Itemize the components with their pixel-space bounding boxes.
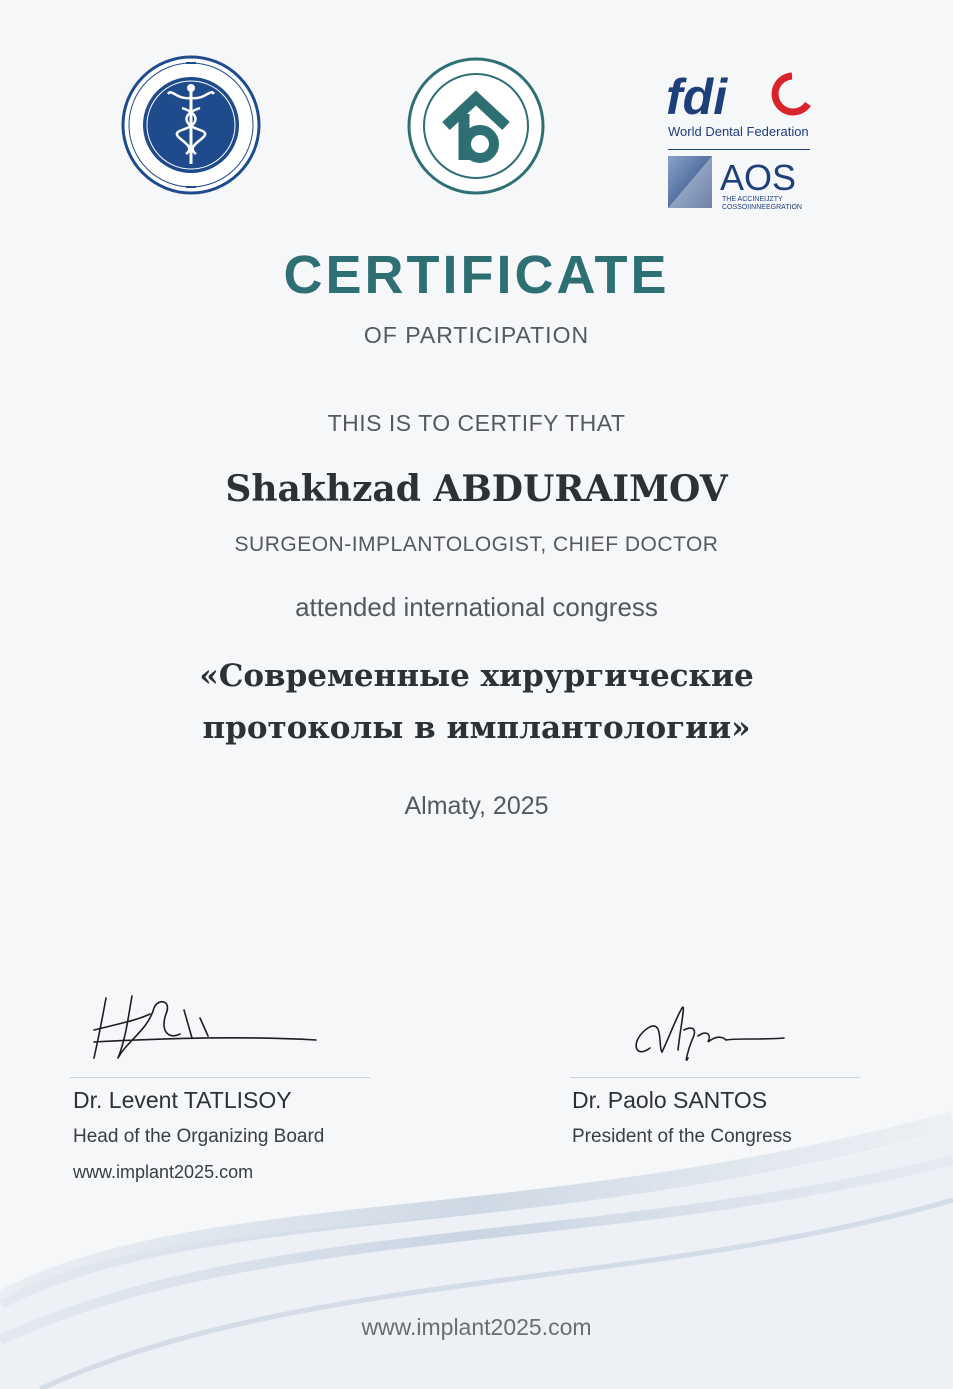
aos-wordmark: AOS [720, 157, 797, 198]
certify-text: THIS IS TO CERTIFY THAT [327, 410, 626, 436]
signatory-2-role: President of the Congress [572, 1126, 792, 1147]
signatory-1-url: www.implant2025.com [73, 1162, 254, 1182]
aos-logo [668, 156, 814, 212]
fdi-wordmark: fdi [666, 69, 728, 125]
congress-title [0, 650, 953, 754]
attended-text: attended international congress [295, 592, 658, 622]
signature-line-1 [70, 1077, 370, 1078]
congress-title-line1: «Современные хирургические [199, 658, 754, 694]
aos-caption-line2: COSSOIINNEEGRATION [722, 204, 802, 211]
caduceus-seal-icon [120, 54, 262, 196]
signature-line-2 [570, 1077, 860, 1078]
fdi-logo [666, 68, 814, 142]
place-year: Almaty, 2025 [404, 792, 549, 820]
fdi-caption: World Dental Federation [668, 124, 809, 139]
signatory-2-name: Dr. Paolo SANTOS [572, 1087, 768, 1113]
signature-2 [628, 1000, 788, 1070]
implant-monogram-seal-icon [406, 56, 546, 196]
certificate-subtitle: OF PARTICIPATION [363, 322, 590, 348]
footer-url: www.implant2025.com [361, 1314, 592, 1340]
signatory-1-role: Head of the Organizing Board [73, 1126, 325, 1147]
signatory-1-name: Dr. Levent TATLISOY [73, 1087, 292, 1113]
certificate-title: CERTIFICATE [283, 245, 670, 305]
recipient-role: SURGEON-IMPLANTOLOGIST, CHIEF DOCTOR [234, 533, 719, 556]
aos-caption-line1: THE ACCINEIJZTY [722, 196, 783, 203]
congress-title-line2: протоколы в имплантологии» [202, 710, 751, 746]
logo-divider [668, 149, 810, 150]
signature-1 [88, 990, 328, 1066]
recipient-name: Shakhzad ABDURAIMOV [225, 468, 728, 510]
